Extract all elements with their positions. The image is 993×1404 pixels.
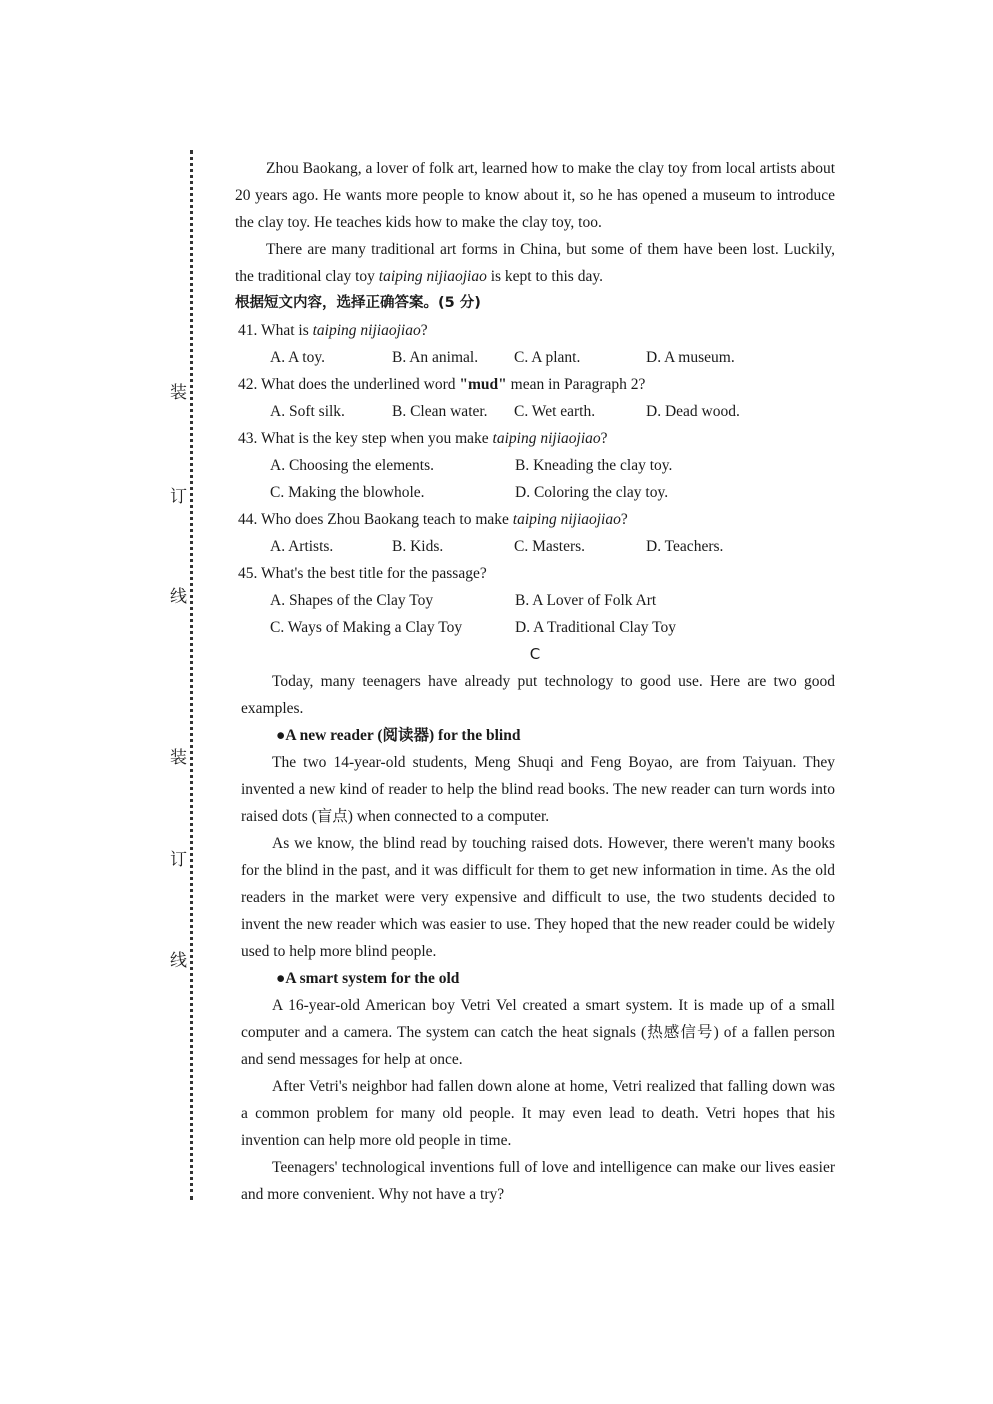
option-d[interactable]: D. A Traditional Clay Toy <box>515 619 676 636</box>
question-term: taiping nijiaojiao <box>312 322 421 339</box>
passage-c-paragraph-2: As we know, the blind read by touching raised dots. However, there weren't many books for the blind in the past, and it was difficult for them to get new information in time. As the old readers in the market were very expensive and difficult to use, the two students decided to invent the new reader which was easier to use. They hoped that the new reader could be widely used to help more blind people. <box>241 835 835 960</box>
question-45 <box>238 560 835 587</box>
passage-c <box>241 668 835 1208</box>
paragraph-text: is kept to this day. <box>486 268 603 285</box>
binding-mark-xian: 线 <box>170 951 187 971</box>
question-instruction: 根据短文内容，选择正确答案。(5 分) <box>235 295 481 311</box>
option-a[interactable]: A. Choosing the elements. <box>270 457 435 474</box>
question-45-options <box>270 587 835 641</box>
section-c-label: C <box>529 645 541 663</box>
question-44-options <box>270 533 835 560</box>
question-stem: 43. What is the key step when you make <box>238 430 493 447</box>
option-d[interactable]: D. A museum. <box>646 349 735 366</box>
option-b[interactable]: B. Kids. <box>392 538 444 555</box>
binding-mark-ding: 订 <box>170 487 187 507</box>
question-42-options <box>270 398 835 425</box>
passage-c-intro: Today, many teenagers have already put technology to good use. Here are two good examples. <box>241 673 835 717</box>
question-stem: 41. What is <box>238 322 313 339</box>
option-d[interactable]: D. Coloring the clay toy. <box>515 484 669 501</box>
question-43 <box>238 425 835 452</box>
option-c[interactable]: C. A plant. <box>514 349 581 366</box>
question-stem: 44. Who does Zhou Baokang teach to make <box>238 511 513 528</box>
option-b[interactable]: B. Clean water. <box>392 403 488 420</box>
question-stem: 45. What's the best title for the passage? <box>238 565 487 582</box>
question-stem: ? <box>620 511 628 528</box>
binding-mark-ding: 订 <box>170 850 187 870</box>
option-d[interactable]: D. Dead wood. <box>646 403 740 420</box>
passage-c-paragraph-4: After Vetri's neighbor had fallen down alone at home, Vetri realized that falling down was a common problem for many old people. It may even lead to death. Vetri hopes that his invention can help more old people in time. <box>241 1078 835 1149</box>
passage-c-heading-1: ●A new reader (阅读器) for the blind <box>276 727 521 744</box>
option-b[interactable]: B. An animal. <box>392 349 479 366</box>
option-d[interactable]: D. Teachers. <box>646 538 724 555</box>
binding-mark-zhuang: 装 <box>170 383 187 403</box>
option-a[interactable]: A. Artists. <box>270 538 334 555</box>
question-term: taiping nijiaojiao <box>492 430 601 447</box>
passage-c-paragraph-3: A 16-year-old American boy Vetri Vel created a smart system. It is made up of a small computer and a camera. The system can catch the heat signals (热感信号) of a fallen person and send messages for help at once. <box>241 997 835 1068</box>
question-43-options <box>270 452 835 506</box>
passage-c-paragraph-5: Teenagers' technological inventions full of love and intelligence can make our lives easier and more convenient. Why not have a try? <box>241 1159 835 1203</box>
question-term: taiping nijiaojiao <box>512 511 621 528</box>
option-a[interactable]: A. Soft silk. <box>270 403 345 420</box>
question-stem: 42. What does the underlined word <box>238 376 460 393</box>
option-c[interactable]: C. Ways of Making a Clay Toy <box>270 619 463 636</box>
option-c[interactable]: C. Making the blowhole. <box>270 484 425 501</box>
option-c[interactable]: C. Masters. <box>514 538 586 555</box>
binding-mark-xian: 线 <box>170 587 187 607</box>
binding-dotted-line <box>190 150 193 1200</box>
question-41-options <box>270 344 835 371</box>
option-b[interactable]: B. Kneading the clay toy. <box>515 457 673 474</box>
exam-content <box>235 155 835 1208</box>
question-stem: ? <box>600 430 608 447</box>
question-stem: ? <box>420 322 428 339</box>
question-42 <box>238 371 835 398</box>
paragraph-term: taiping nijiaojiao <box>378 268 487 285</box>
question-term: "mud" <box>459 376 507 393</box>
option-c[interactable]: C. Wet earth. <box>514 403 596 420</box>
passage-b-paragraph-1: Zhou Baokang, a lover of folk art, learned how to make the clay toy from local artists about 20 years ago. He wants more people to know about it, so he has opened a museum to introduce the clay toy. He teaches kids how to make the clay toy, too. <box>235 160 835 231</box>
option-b[interactable]: B. A Lover of Folk Art <box>515 592 657 609</box>
option-a[interactable]: A. A toy. <box>270 349 325 366</box>
paragraph-text: There are many traditional art forms in China, but some of them have been lost. Luckily, the traditional clay toy <box>235 241 835 285</box>
passage-c-heading-2: ●A smart system for the old <box>276 970 460 987</box>
passage-b-paragraph-2 <box>235 236 835 290</box>
question-stem: mean in Paragraph 2? <box>506 376 646 393</box>
question-44 <box>238 506 835 533</box>
passage-c-paragraph-1: The two 14-year-old students, Meng Shuqi and Feng Boyao, are from Taiyuan. They invented a new kind of reader to help the blind read books. The new reader can turn words into raised dots (盲点) when connected to a computer. <box>241 754 835 825</box>
binding-mark-zhuang: 装 <box>170 748 187 768</box>
option-a[interactable]: A. Shapes of the Clay Toy <box>270 592 434 609</box>
question-41 <box>238 317 835 344</box>
